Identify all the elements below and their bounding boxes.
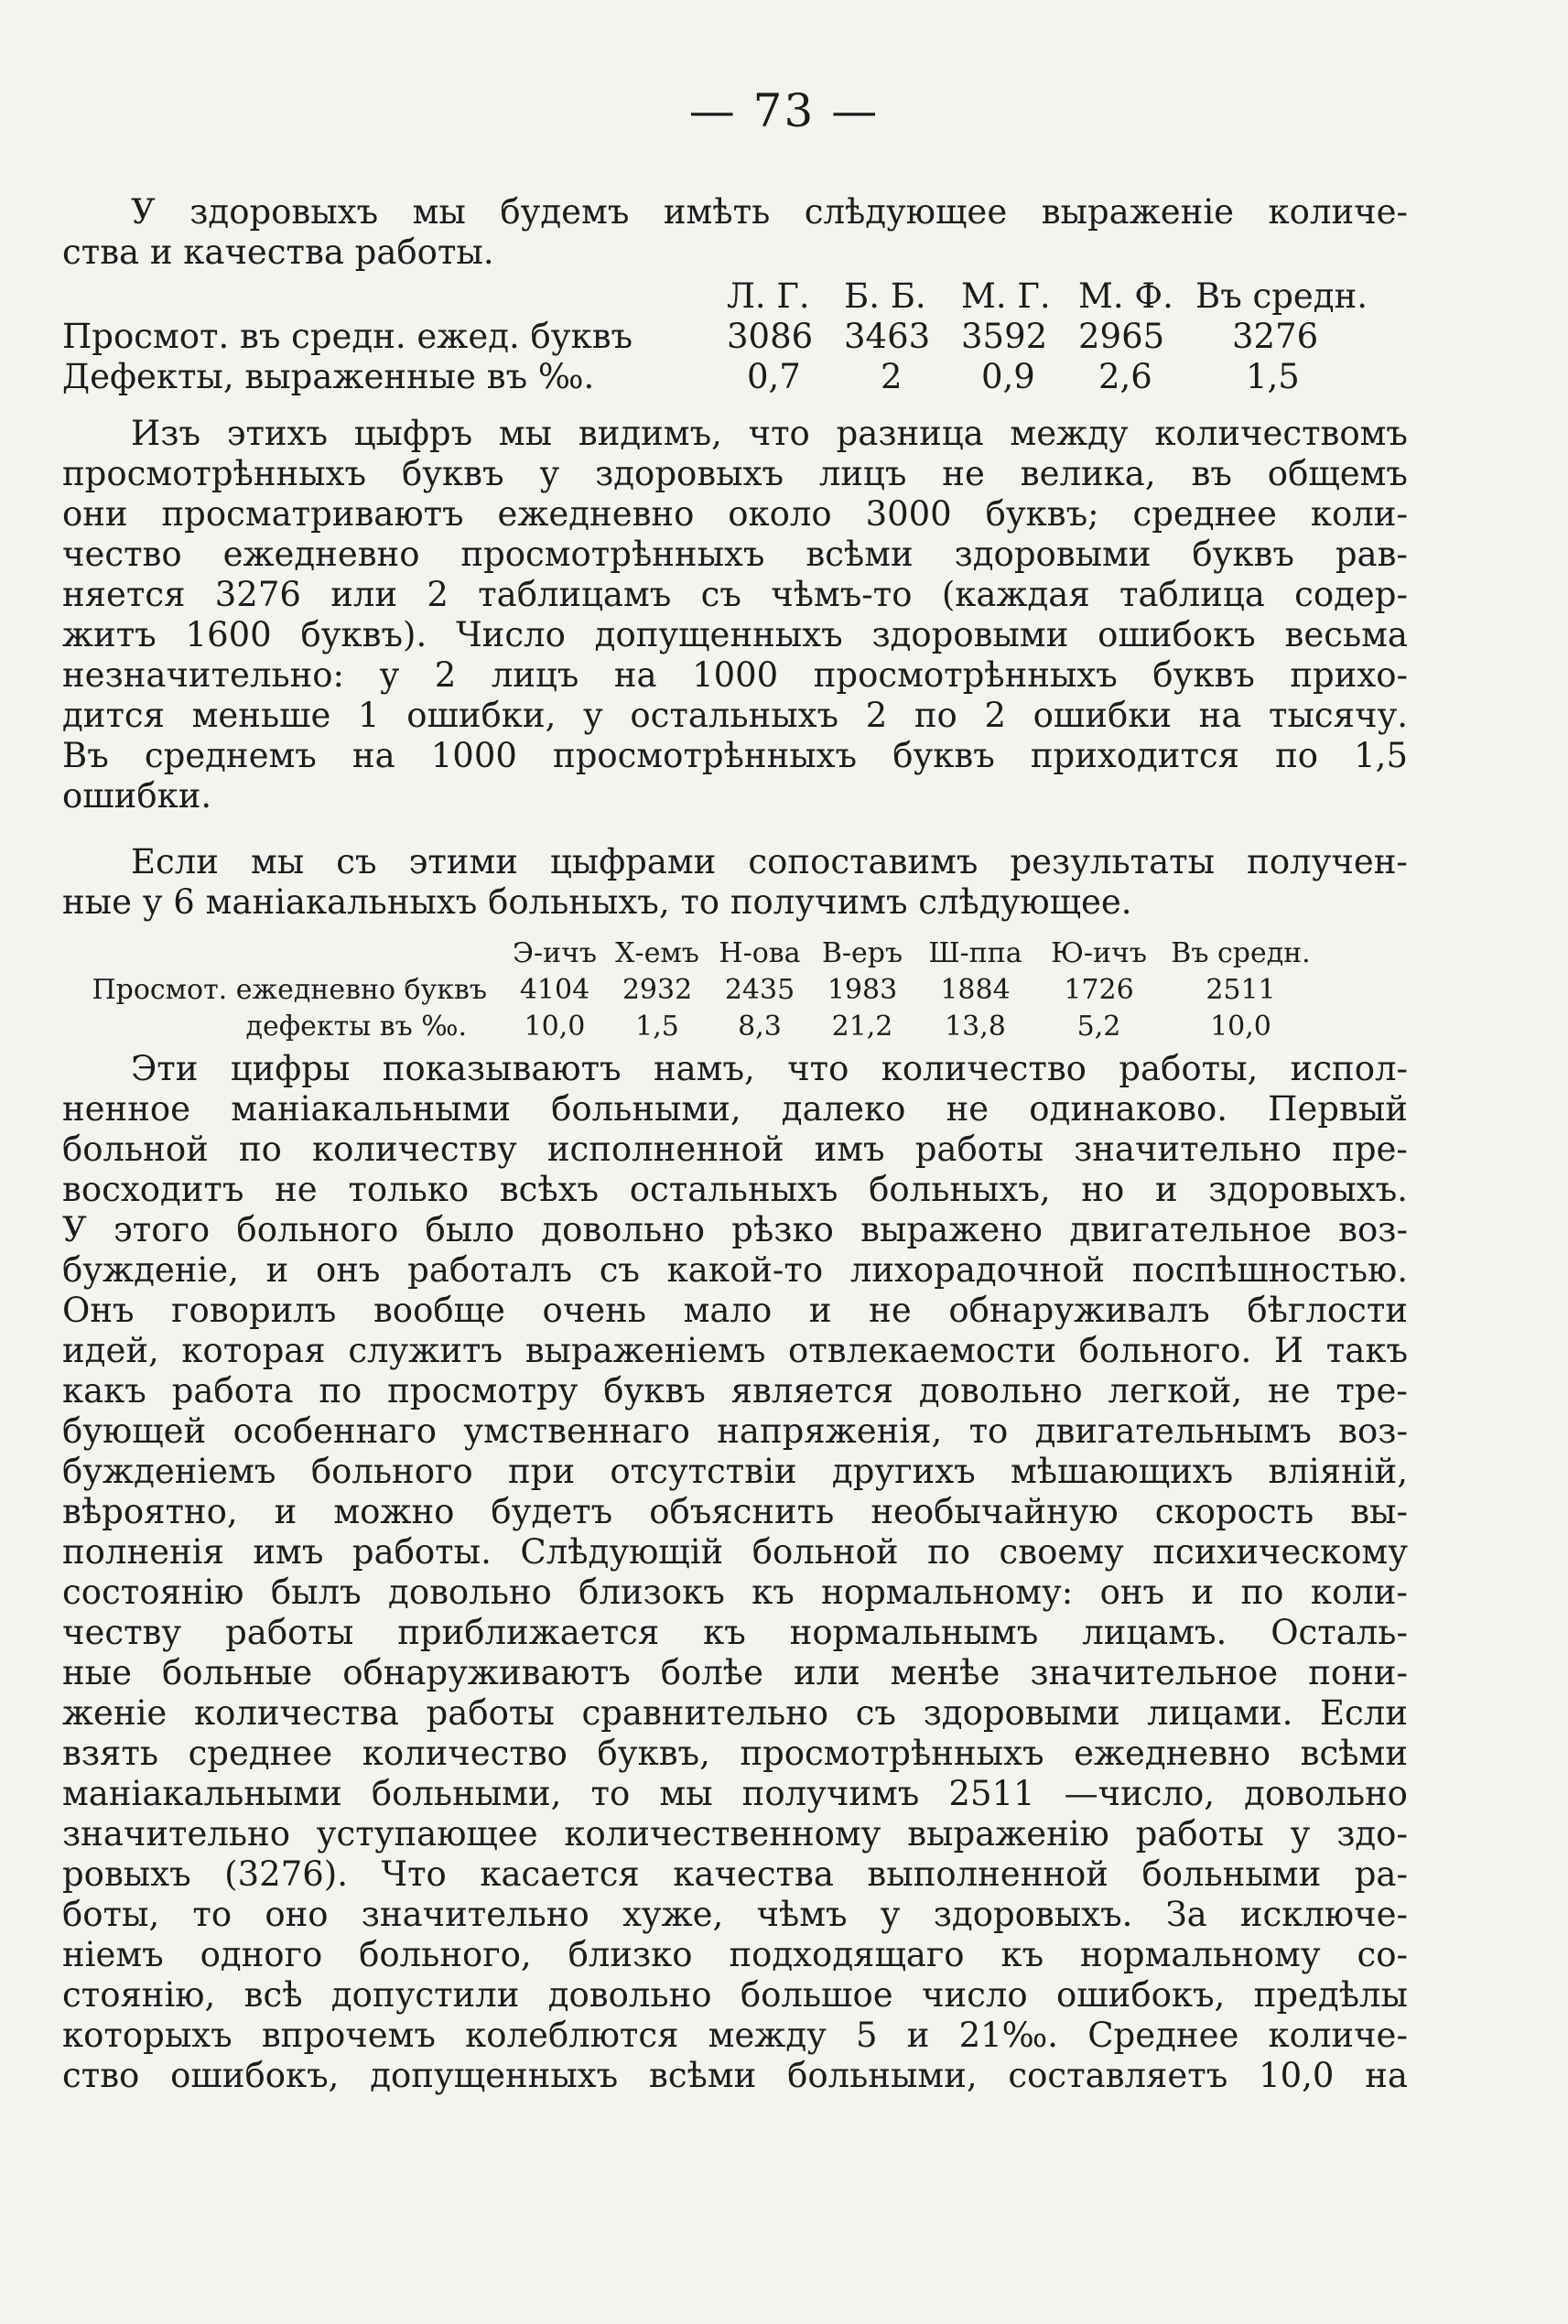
column-header: Л. Г.	[727, 276, 810, 316]
text-line: просмотрѣнныхъ буквъ у здоровыхъ лицъ не велика, въ общемъ	[62, 454, 1408, 493]
table-cell: 1983	[827, 974, 898, 1006]
column-header: В-еръ	[821, 937, 903, 969]
text-line: значительно уступающее количественному выраженію работы у здо-	[62, 1814, 1408, 1854]
text-line: ніемъ одного больного, близко подходящаго къ нормальному со-	[62, 1935, 1408, 1974]
text-line: Если мы съ этими цыфрами сопоставимъ результаты получен-	[131, 842, 1408, 881]
table-cell: 2965	[1078, 317, 1165, 356]
table-cell: 10,0	[524, 1011, 586, 1043]
table-cell: 2435	[724, 974, 795, 1006]
table-row	[55, 1009, 1321, 1045]
intro-paragraph	[62, 192, 1408, 273]
paragraph-2	[62, 842, 1408, 923]
table-cell: 0,9	[981, 357, 1035, 396]
text-line: маніакальными больными, то мы получимъ 2511 —число, довольно	[62, 1774, 1408, 1813]
text-line: идей, которая служитъ выраженіемъ отвлекаемости больного. И такъ	[62, 1331, 1408, 1370]
column-header: Х-емъ	[615, 937, 699, 969]
table-header-row	[55, 935, 1321, 972]
table-cell: 2	[881, 357, 903, 396]
text-line: дится меньше 1 ошибки, у остальныхъ 2 по 2 ошибки на тысячу.	[62, 696, 1408, 735]
column-header: Въ средн.	[1195, 276, 1368, 316]
row-label: Просмот. въ средн. ежед. буквъ	[62, 317, 633, 356]
column-header: Н-ова	[719, 937, 801, 969]
text-line: Онъ говорилъ вообще очень мало и не обнаруживалъ бѣглости	[62, 1291, 1408, 1330]
row-label: Дефекты, выраженные въ ‰.	[62, 357, 595, 396]
row-label: дефекты въ ‰.	[245, 1011, 467, 1043]
table-cell: 13,8	[945, 1011, 1006, 1043]
text-line: У здоровыхъ мы будемъ имѣть слѣдующее выраженіе количе-	[131, 192, 1408, 232]
table-cell: 2511	[1206, 974, 1276, 1006]
text-line: бужденіемъ больного при отсутствіи другихъ мѣшающихъ вліяній,	[62, 1452, 1408, 1491]
table-cell: 3592	[961, 317, 1048, 356]
text-line: чество ежедневно просмотрѣнныхъ всѣми здоровыми буквъ рав-	[62, 535, 1408, 574]
table-cell: 8,3	[738, 1011, 782, 1043]
table-cell: 3463	[844, 317, 931, 356]
text-line: взять среднее количество буквъ, просмотрѣнныхъ ежедневно всѣми	[62, 1734, 1408, 1773]
row-label: Просмот. ежедневно буквъ	[92, 974, 487, 1006]
table-row	[55, 972, 1321, 1009]
text-line: ошибки.	[62, 776, 212, 816]
text-line: ненное маніакальными больными, далеко не одинаково. Первый	[62, 1089, 1408, 1129]
text-line: они просматриваютъ ежедневно около 3000 буквъ; среднее коли-	[62, 494, 1408, 534]
text-line: какъ работа по просмотру буквъ является довольно легкой, не тре-	[62, 1371, 1408, 1411]
text-line: Эти цифры показываютъ намъ, что количество работы, испол-	[131, 1049, 1408, 1088]
table-cell: 0,7	[747, 357, 801, 396]
text-line: бужденіе, и онъ работалъ съ какой-то лихорадочной поспѣшностью.	[62, 1250, 1408, 1290]
text-line: житъ 1600 буквъ). Число допущенныхъ здоровыми ошибокъ весьма	[62, 615, 1408, 654]
text-line: женіе количества работы сравнительно съ здоровыми лицами. Если	[62, 1693, 1408, 1733]
table-cell: 1,5	[1246, 357, 1300, 396]
paragraph-3	[62, 1049, 1408, 2096]
text-line: боты, то оно значительно хуже, чѣмъ у здоровыхъ. За исключе-	[62, 1895, 1408, 1934]
table-cell: 2932	[622, 974, 693, 1006]
text-line: Изъ этихъ цыфръ мы видимъ, что разница между количествомъ	[131, 414, 1408, 453]
text-line: честву работы приближается къ нормальнымъ лицамъ. Осталь-	[62, 1613, 1408, 1652]
text-line: ные у 6 маніакальныхъ больныхъ, то получимъ слѣдующее.	[62, 882, 1132, 922]
table-row	[62, 357, 1369, 397]
text-line: восходитъ не только всѣхъ остальныхъ больныхъ, но и здоровыхъ.	[62, 1170, 1408, 1209]
column-header: М. Ф.	[1078, 276, 1173, 316]
table-cell: 10,0	[1210, 1011, 1271, 1043]
page-number: — 73 —	[688, 84, 880, 137]
table-cell: 21,2	[831, 1011, 893, 1043]
text-line: бующей особеннаго умственнаго напряженія, то двигательнымъ воз-	[62, 1411, 1408, 1451]
text-line: У этого больного было довольно рѣзко выражено двигательное воз-	[62, 1210, 1408, 1249]
text-line: незначительно: у 2 лицъ на 1000 просмотрѣнныхъ буквъ прихо-	[62, 655, 1408, 695]
text-line: полненія имъ работы. Слѣдующій больной по своему психическому	[62, 1532, 1408, 1572]
table-cell: 1884	[940, 974, 1011, 1006]
column-header: Э-ичъ	[512, 937, 597, 969]
text-line: состоянію былъ довольно близокъ къ нормальному: онъ и по коли-	[62, 1573, 1408, 1612]
table-cell: 3276	[1232, 317, 1319, 356]
text-line: ство ошибокъ, допущенныхъ всѣми больными, составляетъ 10,0 на	[62, 2056, 1408, 2095]
column-header: Ю-ичъ	[1051, 937, 1147, 969]
text-line: вѣроятно, и можно будетъ объяснить необычайную скорость вы-	[62, 1492, 1408, 1531]
column-header: Въ средн.	[1171, 937, 1311, 969]
column-header: Б. Б.	[844, 276, 926, 316]
table-cell: 3086	[727, 317, 814, 356]
manic-patients-table	[55, 935, 1321, 1045]
column-header: Ш-ппа	[928, 937, 1022, 969]
table-cell: 2,6	[1098, 357, 1152, 396]
table-header-row	[62, 276, 1369, 317]
text-line: которыхъ впрочемъ колеблются между 5 и 21‰. Среднее количе-	[62, 2016, 1408, 2055]
table-cell: 1726	[1064, 974, 1134, 1006]
table-cell: 4104	[519, 974, 590, 1006]
text-line: больной по количеству исполненной имъ работы значительно пре-	[62, 1130, 1408, 1169]
text-line: ные больные обнаруживаютъ болѣе или менѣе значительное пони-	[62, 1653, 1408, 1692]
table-row	[62, 317, 1369, 357]
table-cell: 5,2	[1076, 1011, 1121, 1043]
healthy-subjects-table	[62, 276, 1369, 397]
column-header: М. Г.	[961, 276, 1051, 316]
text-line: ровыхъ (3276). Что касается качества выполненной больными ра-	[62, 1854, 1408, 1894]
text-line: Въ среднемъ на 1000 просмотрѣнныхъ буквъ приходится по 1,5	[62, 736, 1408, 775]
paragraph-1	[62, 414, 1408, 816]
text-line: стоянію, всѣ допустили довольно большое число ошибокъ, предѣлы	[62, 1975, 1408, 2015]
text-line: няется 3276 или 2 таблицамъ съ чѣмъ-то (каждая таблица содер-	[62, 575, 1408, 614]
text-line: ства и качества работы.	[62, 232, 494, 272]
table-cell: 1,5	[635, 1011, 679, 1043]
